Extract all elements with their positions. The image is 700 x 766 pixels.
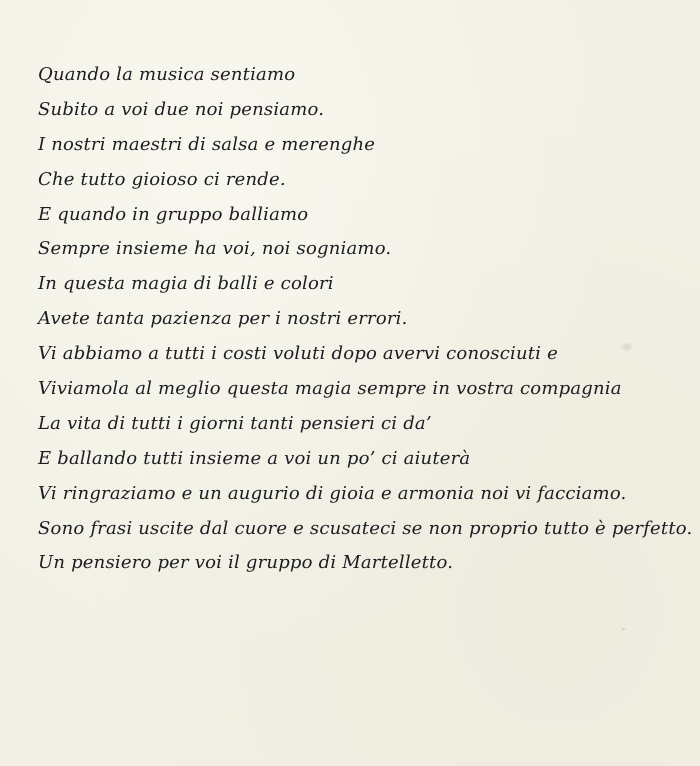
poem-text	[38, 58, 693, 581]
poem-line: Vi ringraziamo e un augurio di gioia e armonia noi vi facciamo.	[38, 482, 627, 504]
poem-line: I nostri maestri di salsa e merenghe	[38, 133, 376, 155]
poem-line: Sono frasi uscite dal cuore e scusateci se non proprio tutto è perfetto.	[38, 517, 693, 539]
poem-line: Che tutto gioioso ci rende.	[38, 168, 286, 190]
poem-line: Vi abbiamo a tutti i costi voluti dopo avervi conosciuti e	[38, 343, 558, 365]
paper-speck	[622, 628, 625, 630]
poem-line: Avete tanta pazienza per i nostri errori.	[38, 308, 408, 330]
poem-line: Quando la musica sentiamo	[38, 64, 296, 85]
poem-line: Sempre insieme ha voi, noi sogniamo.	[38, 238, 392, 260]
poem-line: In questa magia di balli e colori	[38, 273, 334, 295]
poem-line: Un pensiero per voi il gruppo di Martelletto.	[38, 552, 454, 574]
poem-line: La vita di tutti i giorni tanti pensieri ci da’	[38, 412, 432, 434]
poem-line: Subito a voi due noi pensiamo.	[38, 98, 325, 120]
poem-line: Viviamola al meglio questa magia sempre in vostra compagnia	[38, 378, 622, 400]
poem-line: E quando in gruppo balliamo	[38, 203, 309, 225]
paper-smudge	[620, 342, 634, 352]
poem-line: E ballando tutti insieme a voi un po’ ci aiuterà	[38, 447, 471, 469]
